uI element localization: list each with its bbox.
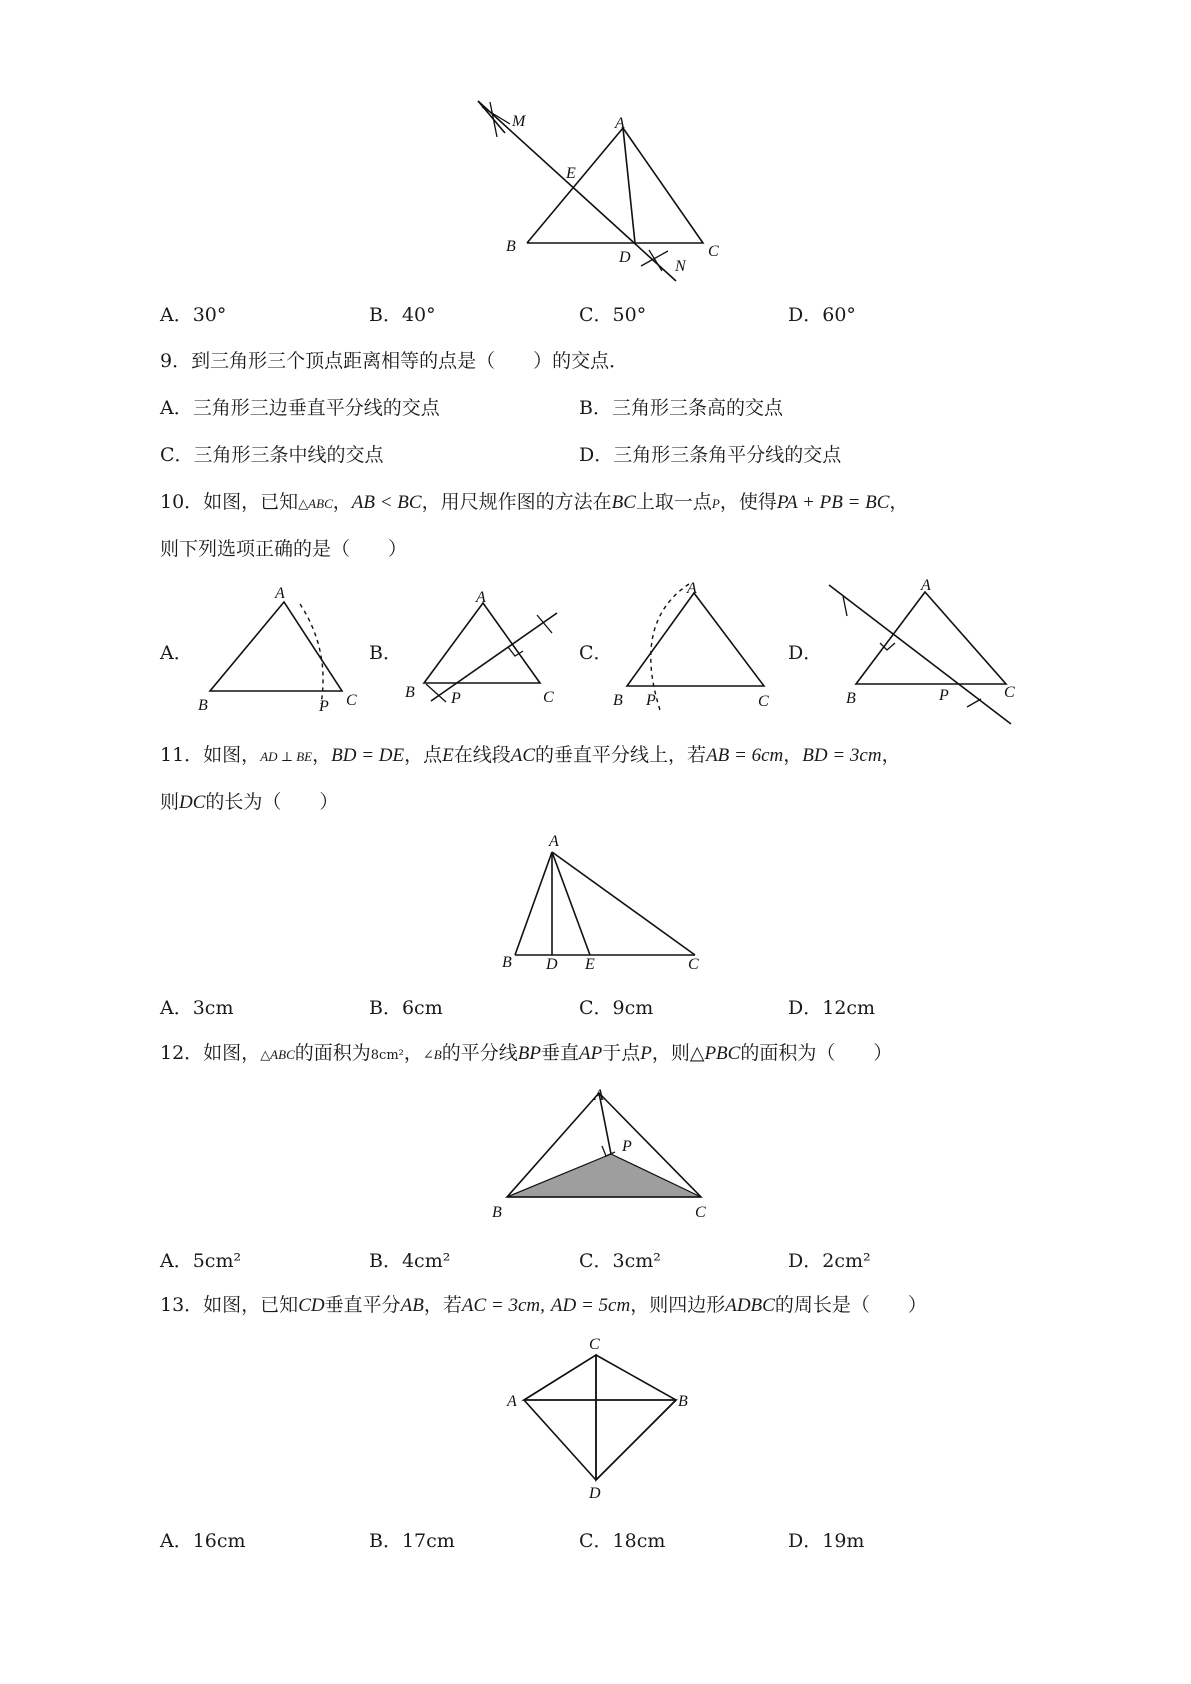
q12-stem-math: △PBC xyxy=(689,1043,741,1064)
q12-label-A: A xyxy=(594,1087,604,1104)
q10-stem-math: △ABC xyxy=(298,496,333,511)
q11-option-a: A．3cm xyxy=(160,997,234,1019)
q10d-label-P: P xyxy=(939,687,949,704)
q12-stem-math: BP xyxy=(517,1043,541,1064)
q11-label-A: A xyxy=(549,833,559,850)
q13-stem-math: AC = 3cm, xyxy=(461,1295,545,1316)
q12-stem-math: △ABC xyxy=(260,1047,295,1062)
q11-stem-text: 则 xyxy=(160,791,180,813)
q11-label-E: E xyxy=(585,956,595,973)
q11-stem-text: 的长为（ ） xyxy=(205,791,339,813)
q13-stem-text: 的周长是（ ） xyxy=(774,1294,927,1316)
q12-stem-text: 12．如图， xyxy=(160,1042,261,1064)
q11-option-d: D．12cm xyxy=(788,997,876,1019)
q8-label-M: M xyxy=(512,113,526,130)
q11-stem-math: BD = DE xyxy=(331,745,405,766)
q11-option-c: C．9cm xyxy=(579,997,654,1019)
q9-option-d: D．三角形三条角平分线的交点 xyxy=(579,444,842,466)
q13-label-B: B xyxy=(678,1393,688,1410)
q13-stem-text: 垂直平分 xyxy=(324,1294,401,1316)
q12-label-C: C xyxy=(695,1204,706,1221)
q11-stem-text: ， xyxy=(312,744,332,766)
q11-stem-math: AC xyxy=(510,745,536,766)
q9-option-c: C．三角形三条中线的交点 xyxy=(160,444,384,466)
q13-option-b: B．17cm xyxy=(369,1530,455,1552)
q12-stem-text: 的平分线 xyxy=(441,1042,518,1064)
q13-stem-text: 13．如图，已知 xyxy=(160,1294,299,1316)
q10-stem-text: 上取一点 xyxy=(635,491,712,513)
q11-option-b: B．6cm xyxy=(369,997,443,1019)
q12-option-b: B．4cm² xyxy=(369,1250,451,1272)
q11-stem-text: ， xyxy=(783,744,803,766)
q10-stem-text: ， xyxy=(332,491,352,513)
q13-stem-math: CD xyxy=(298,1295,325,1316)
q13-stem-math: AD = 5cm xyxy=(550,1295,631,1316)
q12-option-c: C．3cm² xyxy=(579,1250,661,1272)
q9-option-a: A．三角形三边垂直平分线的交点 xyxy=(160,397,440,419)
q10d-label-A: A xyxy=(921,577,931,594)
q13-stem-text: ，则四边形 xyxy=(630,1294,726,1316)
q11-stem-text: ， xyxy=(881,744,901,766)
q8-option-c: C．50° xyxy=(579,304,647,326)
q13-label-D: D xyxy=(589,1485,601,1502)
q10-option-b-letter: B． xyxy=(369,642,402,664)
q11-label-B: B xyxy=(502,954,512,971)
q8-label-N: N xyxy=(675,258,686,275)
q10b-label-P: P xyxy=(451,690,461,707)
q8-label-E: E xyxy=(566,165,576,182)
q12-label-P: P xyxy=(622,1138,632,1155)
q13-option-a: A．16cm xyxy=(160,1530,246,1552)
q10a-label-P: P xyxy=(319,698,329,715)
q12-option-a: A．5cm² xyxy=(160,1250,242,1272)
q11-label-D: D xyxy=(546,956,558,973)
q10-stem-text: 10．如图，已知 xyxy=(160,491,299,513)
q12-stem-math: ∠B xyxy=(422,1047,442,1062)
q10-stem-line2: 则下列选项正确的是（ ） xyxy=(160,538,408,560)
q12-stem-text: 于点 xyxy=(602,1042,641,1064)
q11-stem-text: 在线段 xyxy=(453,744,511,766)
q12-stem-text: 的面积为（ ） xyxy=(740,1042,893,1064)
q11-stem-text: ，点 xyxy=(404,744,443,766)
q13-stem-math: ADBC xyxy=(725,1295,775,1316)
q8-label-A: A xyxy=(615,115,625,132)
q10-option-c-letter: C． xyxy=(579,642,613,664)
q12-stem-text: ，则 xyxy=(651,1042,690,1064)
q10a-label-B: B xyxy=(198,697,208,714)
q13-label-A: A xyxy=(507,1393,517,1410)
q12-stem-math: 8cm² xyxy=(370,1048,404,1063)
q10b-label-C: C xyxy=(543,689,554,706)
q10-stem-math: BC xyxy=(611,492,636,513)
q10-option-d-letter: D． xyxy=(788,642,823,664)
q11-stem-text: 的垂直平分线上，若 xyxy=(535,744,707,766)
q11-stem-math: AB = 6cm xyxy=(706,745,784,766)
q9-option-b: B．三角形三条高的交点 xyxy=(579,397,783,419)
q8-label-C: C xyxy=(708,243,719,260)
q10-stem-math: PA + PB = BC xyxy=(776,492,890,513)
q12-stem-math: AP xyxy=(578,1043,603,1064)
q12-option-d: D．2cm² xyxy=(788,1250,871,1272)
q10-stem-text: ， xyxy=(889,491,909,513)
q13-stem-math: AB xyxy=(400,1295,424,1316)
q11-stem-math: AD ⊥ BE xyxy=(260,749,313,764)
q12-stem-text: 的面积为 xyxy=(294,1042,371,1064)
q10a-label-C: C xyxy=(346,692,357,709)
q10b-label-A: A xyxy=(476,589,486,606)
q8-label-B: B xyxy=(506,238,516,255)
q12-stem-text: 垂直 xyxy=(540,1042,579,1064)
q10c-label-C: C xyxy=(758,693,769,710)
q12-label-B: B xyxy=(492,1204,502,1221)
q11-stem-math: E xyxy=(442,745,454,766)
q13-label-C: C xyxy=(589,1336,600,1353)
q10-option-a-letter: A． xyxy=(160,642,193,664)
q12-stem-math: P xyxy=(640,1043,652,1064)
q13-option-c: C．18cm xyxy=(579,1530,666,1552)
q10-stem-text: ，用尺规作图的方法在 xyxy=(421,491,612,513)
q10d-label-B: B xyxy=(846,690,856,707)
q8-option-a: A．30° xyxy=(160,304,227,326)
q10a-label-A: A xyxy=(275,585,285,602)
q10d-label-C: C xyxy=(1004,684,1015,701)
q13-option-d: D．19m xyxy=(788,1530,865,1552)
q10c-label-A: A xyxy=(687,580,697,597)
q11-label-C: C xyxy=(688,956,699,973)
q10c-label-P: P xyxy=(646,692,656,709)
q11-stem-text: 11．如图， xyxy=(160,744,261,766)
q8-option-b: B．40° xyxy=(369,304,436,326)
q11-stem-math: DC xyxy=(179,792,206,813)
q12-stem-text: ， xyxy=(403,1042,423,1064)
q10-stem-math: AB < BC xyxy=(351,492,422,513)
q10-stem-text: ，使得 xyxy=(719,491,777,513)
q10b-label-B: B xyxy=(405,684,415,701)
q8-label-D: D xyxy=(619,249,631,266)
q10-stem-math: P xyxy=(711,496,720,511)
q13-stem-text: ，若 xyxy=(423,1294,462,1316)
q10c-label-B: B xyxy=(613,692,623,709)
q11-stem-math: BD = 3cm xyxy=(802,745,882,766)
q8-option-d: D．60° xyxy=(788,304,856,326)
q9-stem: 9．到三角形三个顶点距离相等的点是（ ）的交点． xyxy=(160,350,629,372)
